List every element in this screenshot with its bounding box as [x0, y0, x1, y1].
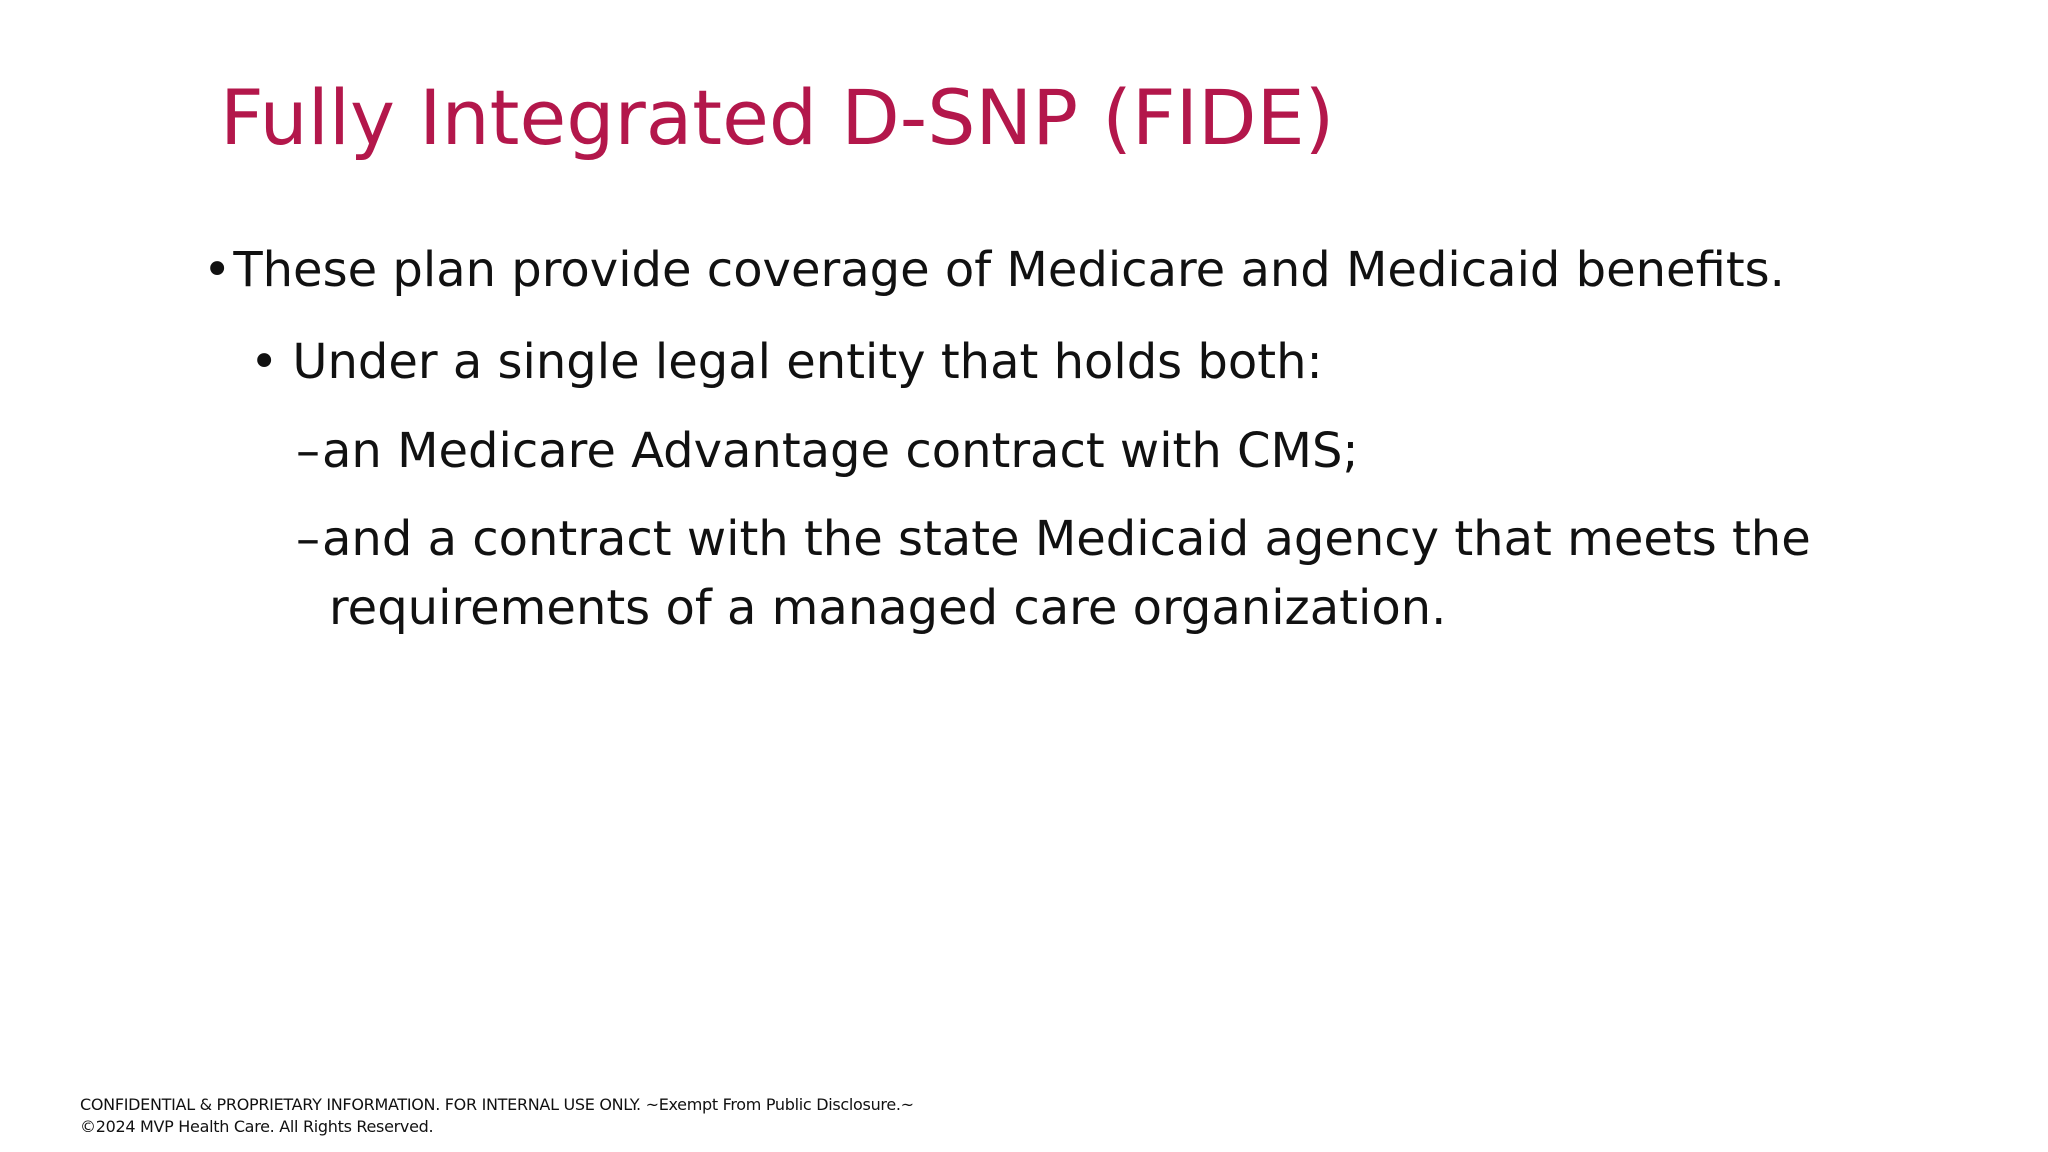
bullet-level2: [250, 327, 1323, 397]
bullet-level3: [296, 504, 1811, 574]
bullet-marker: •: [250, 334, 279, 390]
bullet-text: Under a single legal entity that holds both:: [292, 334, 1323, 390]
bullet-level1: [203, 235, 1785, 305]
bullet-marker: •: [203, 242, 232, 298]
confidential-notice: CONFIDENTIAL & PROPRIETARY INFORMATION. FOR INTERNAL USE ONLY. ~Exempt From Public Disclosure.~: [80, 1095, 914, 1114]
copyright-notice: ©2024 MVP Health Care. All Rights Reserved.: [80, 1117, 434, 1136]
bullet-text: an Medicare Advantage contract with CMS;: [322, 423, 1359, 479]
dash-marker: –: [296, 423, 320, 479]
bullet-continuation: requirements of a managed care organization.: [329, 580, 1447, 636]
bullet-text: These plan provide coverage of Medicare and Medicaid benefits.: [233, 242, 1785, 298]
bullet-text: and a contract with the state Medicaid agency that meets the: [322, 511, 1811, 567]
slide-title: Fully Integrated D-SNP (FIDE): [220, 73, 1335, 162]
footer: [80, 1094, 914, 1138]
bullet-level3: [296, 416, 1359, 486]
dash-marker: –: [296, 511, 320, 567]
